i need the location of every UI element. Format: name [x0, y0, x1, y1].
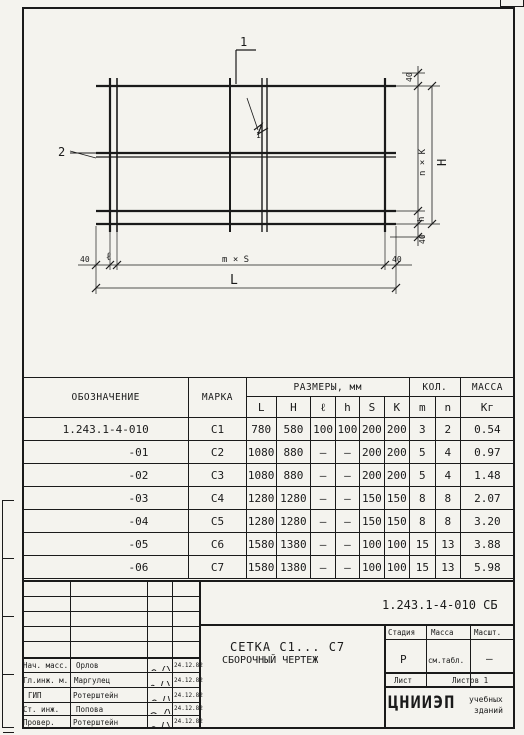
cell-h: —	[336, 441, 360, 464]
cell-m: 8	[409, 487, 435, 510]
cell-mark: С4	[189, 487, 246, 510]
stage-value: Р	[400, 653, 407, 666]
organization-sub-2: зданий	[474, 706, 503, 715]
cell-mass: 0.97	[460, 441, 514, 464]
cell-L: 1580	[246, 556, 276, 579]
cell-L: 1080	[246, 464, 276, 487]
cell-mass: 3.88	[460, 533, 514, 556]
col-quantity-header: КОЛ.	[409, 378, 460, 397]
cell-L: 1280	[246, 487, 276, 510]
cell-H: 1380	[276, 533, 310, 556]
cell-designation: -04	[23, 510, 189, 533]
cell-K: 200	[384, 418, 409, 441]
callout-1: 1	[240, 35, 248, 49]
sub-header-S: S	[359, 397, 384, 418]
sub-header-kg: Кг	[460, 397, 514, 418]
cell-designation: -02	[23, 464, 189, 487]
sheets-total: Листов 1	[452, 676, 489, 685]
cell-l: —	[311, 556, 336, 579]
cell-n: 13	[435, 533, 460, 556]
dim-bottom-40: 40	[418, 234, 427, 244]
cell-l: —	[311, 464, 336, 487]
table-row	[23, 441, 515, 464]
table-row	[23, 464, 515, 487]
cell-mark: С1	[189, 418, 246, 441]
signature-name: Ротерштейн	[73, 718, 119, 727]
document-code: 1.243.1-4-010 СБ	[382, 598, 498, 612]
cell-m: 15	[409, 556, 435, 579]
dim-right-40: 40	[392, 255, 402, 264]
cell-l: —	[311, 487, 336, 510]
col-mass-header: МАССА	[460, 378, 514, 397]
cell-l: 100	[311, 418, 336, 441]
cell-n: 8	[435, 510, 460, 533]
cell-mass: 1.48	[460, 464, 514, 487]
cell-designation: -05	[23, 533, 189, 556]
cell-K: 200	[384, 441, 409, 464]
cell-mass: 2.07	[460, 487, 514, 510]
signature-date: 24.12.82	[174, 662, 203, 669]
table-row	[23, 418, 515, 441]
table-row	[23, 556, 515, 579]
cell-L: 1080	[246, 441, 276, 464]
dim-h-label: h	[417, 216, 427, 222]
dim-H-label: H	[435, 158, 449, 166]
cell-h: —	[336, 510, 360, 533]
sub-header-h: h	[336, 397, 360, 418]
cell-designation: -03	[23, 487, 189, 510]
title-line-1: СЕТКА С1... С7	[230, 640, 346, 654]
cell-H: 880	[276, 441, 310, 464]
cell-K: 150	[384, 487, 409, 510]
signature-name: Орлов	[76, 661, 99, 670]
sub-header-H: Н	[276, 397, 310, 418]
cell-H: 880	[276, 464, 310, 487]
table-row	[23, 487, 515, 510]
cell-L: 1580	[246, 533, 276, 556]
cell-h: 100	[336, 418, 360, 441]
binding-strip	[2, 500, 14, 728]
col-dimensions-header: РАЗМЕРЫ, мм	[246, 378, 409, 397]
signature-role: ГИП	[28, 691, 42, 700]
cell-H: 1380	[276, 556, 310, 579]
col-mark-header: МАРКА	[189, 378, 246, 418]
cell-S: 150	[359, 510, 384, 533]
dim-nk-label: n × K	[418, 148, 428, 176]
cell-l: —	[311, 533, 336, 556]
scale-header: Масшт.	[474, 628, 502, 637]
cell-l: —	[311, 441, 336, 464]
cell-S: 200	[359, 464, 384, 487]
col-designation-header: ОБОЗНАЧЕНИЕ	[23, 378, 189, 418]
cell-H: 1280	[276, 487, 310, 510]
specification-table	[22, 377, 515, 579]
signature-role: Нач. масс.	[23, 661, 69, 670]
cell-S: 100	[359, 556, 384, 579]
title-block	[22, 580, 515, 729]
cell-K: 200	[384, 464, 409, 487]
sub-header-l: ℓ	[311, 397, 336, 418]
cell-n: 13	[435, 556, 460, 579]
signature-role: Гл.инж. м.	[23, 676, 69, 685]
signature-date: 24.12.82	[174, 677, 203, 684]
cell-n: 4	[435, 441, 460, 464]
cell-m: 5	[409, 441, 435, 464]
cell-m: 8	[409, 510, 435, 533]
cell-mark: С6	[189, 533, 246, 556]
mass-value: см.табл.	[428, 656, 465, 665]
cell-mass: 0.54	[460, 418, 514, 441]
sub-header-m: m	[409, 397, 435, 418]
table-row	[23, 510, 515, 533]
cell-designation: -01	[23, 441, 189, 464]
dim-left-40: 40	[80, 255, 90, 264]
cell-S: 200	[359, 441, 384, 464]
table-row	[23, 533, 515, 556]
cell-n: 2	[435, 418, 460, 441]
sheet-label: Лист	[394, 676, 413, 685]
sub-header-K: K	[384, 397, 409, 418]
title-line-2: СБОРОЧНЫЙ ЧЕРТЕЖ	[222, 655, 319, 666]
cell-S: 200	[359, 418, 384, 441]
signature-role: Ст. инж.	[23, 705, 60, 714]
cell-H: 1280	[276, 510, 310, 533]
cell-h: —	[336, 487, 360, 510]
cell-designation: -06	[23, 556, 189, 579]
cell-m: 15	[409, 533, 435, 556]
signature-name: Попова	[76, 705, 104, 714]
cell-h: —	[336, 556, 360, 579]
dim-top-40: 40	[405, 72, 414, 82]
cell-mark: С3	[189, 464, 246, 487]
cell-K: 150	[384, 510, 409, 533]
cell-S: 100	[359, 533, 384, 556]
cell-mark: С2	[189, 441, 246, 464]
organization-name: ЦНИИЭП	[388, 693, 456, 713]
cell-mark: С7	[189, 556, 246, 579]
cell-L: 1280	[246, 510, 276, 533]
cell-S: 150	[359, 487, 384, 510]
signature-name: Маргулец	[74, 676, 111, 685]
organization-sub-1: учебных	[469, 695, 503, 704]
scale-value: —	[486, 652, 493, 665]
cell-mark: С5	[189, 510, 246, 533]
cell-mass: 3.20	[460, 510, 514, 533]
cell-mass: 5.98	[460, 556, 514, 579]
callout-2: 2	[58, 145, 66, 159]
cell-K: 100	[384, 533, 409, 556]
callout-1-under: 1	[256, 131, 261, 140]
dim-l-label: ℓ	[106, 250, 112, 263]
cell-h: —	[336, 533, 360, 556]
cell-l: —	[311, 510, 336, 533]
signature-date: 24.12.82	[174, 692, 203, 699]
mass-header: Масса	[431, 628, 454, 637]
signature-date: 24.12.82	[174, 705, 203, 712]
sub-header-L: L	[246, 397, 276, 418]
cell-n: 8	[435, 487, 460, 510]
signature-date: 24.12.82	[174, 718, 203, 725]
signature-role: Провер.	[23, 718, 55, 727]
sub-header-n: n	[435, 397, 460, 418]
stage-header: Стадия	[388, 628, 416, 637]
dim-ms-label: m × S	[222, 255, 250, 265]
cell-m: 3	[409, 418, 435, 441]
cell-n: 4	[435, 464, 460, 487]
signature-name: Ротерштейн	[73, 691, 119, 700]
cell-h: —	[336, 464, 360, 487]
dim-L-label: L	[230, 273, 238, 288]
cell-L: 780	[246, 418, 276, 441]
cell-m: 5	[409, 464, 435, 487]
cell-H: 580	[276, 418, 310, 441]
cell-K: 100	[384, 556, 409, 579]
cell-designation: 1.243.1-4-010	[23, 418, 189, 441]
